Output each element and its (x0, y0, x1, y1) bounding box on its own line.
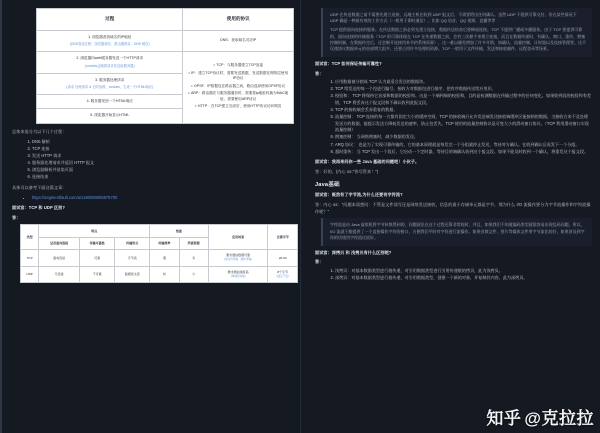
list-item: 1. 浅拷贝：对基本数据类型进行值传递，对引用数据类型进行引用传递般的拷贝，此为浅拷贝。 (335, 268, 592, 275)
table-header-row (21, 225, 298, 237)
row-type-udp: UDP (21, 266, 39, 283)
question-byte-char-stream: 面试官：既然有了字节流,为什么还要有字符流? (315, 192, 403, 198)
question-shallow-deep-copy: 面试官：深拷贝 和 浅拷贝有什么区别呢? (315, 249, 392, 255)
header-transmission: 特点 (39, 225, 150, 237)
process-step-3 (37, 73, 183, 94)
reference-title: 具体可以参考下面这篇文章： (12, 184, 67, 190)
answer-label: 答： (315, 259, 324, 265)
question-tcp-udp: 面试官：TCP 和 UDP 区别? (12, 205, 65, 211)
watermark-site: 知乎 (486, 409, 522, 428)
watermark-author: @克拉拉 (524, 409, 594, 428)
cell-reliability: 不可靠 (80, 266, 115, 283)
cell-form: 字节流 (115, 249, 150, 266)
quote-paragraph: 字符流是由 Java 虚拟机将字节转换得到的，问题就出在这个过程还算非常耗时，并且，如果我们不知道编码类型就很容易出现乱码问题。所以， I/O 流就干脆提供了一个直接操作字符的接口，方便我们平时对字符进行流操作。如果音频文件、图片等媒体文件用字节流比较好，如果涉及到字符的话使用字符流比较好。 (330, 222, 585, 241)
summary-list (12, 139, 292, 181)
process-protocol-table (36, 8, 294, 124)
header-header-bytes: 首部字节 (268, 225, 298, 249)
header-bytes-text: 20-60 (278, 255, 287, 260)
step-text: 3. 服务器处理请求 (95, 77, 125, 82)
list-item: 7. ARQ 协议： 也是为了实现可靠传输的，它的基本原理就是每发完一个分组就停止发送，等待对方确认。在收到确认后再发下一个分组。 (335, 142, 592, 149)
subheader-reliability: 传输可靠性 (80, 237, 115, 249)
cell-efficiency: 慢 (150, 249, 179, 266)
protocol-item: • OPSF：IP数据包在路由器之间，路由选择使用OPSF协议 (187, 84, 289, 89)
table-row (37, 30, 294, 51)
step-subtext: (请求 处理请求 & 它的参数、cookies、生成一个HTML响应) (66, 84, 154, 89)
protocol-list-cell (183, 52, 294, 123)
list-item: 4. TCP 的接收端会丢弃重复的数据。 (335, 107, 592, 114)
list-item: 1. 应用数据被分割成 TCP 认为最适合发送的数据块。 (335, 79, 592, 86)
subheader-efficiency: 传输效率 (150, 237, 179, 249)
protocol-dns: DNS：获取域名对应IP (183, 30, 294, 51)
cell-resources: 多 (179, 249, 208, 266)
cell-scenario (208, 249, 268, 266)
row-type-tcp: TCP (21, 249, 39, 266)
step-text: 5. 浏览器开始显示HTML (90, 113, 130, 118)
list-item: 6. 拥塞控制： 当网络拥塞时，减少数据的发送。 (335, 134, 592, 141)
subheader-connection: 是否面向连接 (39, 237, 80, 249)
question-tcp-reliability: 面试官：TCP 如何保证传输可靠性? (315, 60, 382, 66)
list-item: 4. 服务器处理请求并返回 HTTP 报文 (32, 160, 292, 167)
list-item: 2. 深拷贝：对基本数据类型进行值传递，对引用数据类型，创建一个新的对象，并复制其内容，此为深拷贝。 (335, 275, 592, 282)
cell-header-bytes (268, 266, 298, 283)
cell-scenario (208, 266, 268, 283)
cell-efficiency: 快 (150, 266, 179, 283)
list-item: 6. 连接结束 (32, 174, 292, 181)
list-item: 8. 超时重传： 当 TCP 发出一个段后，它启动一个定时器，等待目的端确认收到这个报文段。如果不能及时收到一个确认，将重发这个报文段。 (335, 149, 592, 156)
step-subtext: (DNS查找过程：浏览器缓存、路由器缓存、DNS 缓存) (69, 42, 150, 47)
answer-java-basics: 答：好的。(内心 os:"你尽管来！") (315, 169, 379, 175)
process-step-5 (37, 109, 183, 123)
cell-connection: 无连接 (39, 266, 80, 283)
step-subtext: (cookies会随着请求发送给服务器) (84, 63, 135, 68)
list-item: 5. 浏览器解析并渲染页面 (32, 167, 292, 174)
list-item: 3. 发送 HTTP 请求 (32, 153, 292, 160)
cell-reliability: 可靠 (80, 249, 115, 266)
list-item: 1. DNS 解析 (32, 139, 292, 146)
protocol-item: • TCP：与服务器建立TCP连接 (187, 63, 289, 68)
list-item: 5. 流量控制： TCP 连接的每一方都有固定大小的缓冲空间，TCP 的接收端只允许发送端发送接收端缓冲区能接纳的数据。当接收方来不及处理发送方的数据，能提示发送方降低发送的速率，防止包丢失。TCP 使用的流量控制协议是可变大小的滑动窗口协议。（TCP 利用滑动窗口实现流量控制） (335, 114, 592, 134)
subheader-form: 传输形式 (115, 237, 150, 249)
header-bytes-text: 8个字节 (277, 270, 289, 275)
header-scenario: 应用场景 (208, 225, 268, 249)
shallow-deep-copy-list (315, 268, 592, 282)
reference-link[interactable]: https://segmentfault.com/a/1190000006879700 (32, 194, 118, 200)
section-heading-java: Java基础 (315, 182, 340, 189)
udp-tcp-quote-block (321, 8, 592, 57)
header-protocol: 使用的协议 (183, 9, 294, 31)
process-step-1 (37, 30, 183, 51)
scenario-text: 要求通信数据可靠 (226, 253, 251, 258)
answer-label: 答： (12, 214, 21, 220)
process-step-4 (37, 94, 183, 108)
tcp-udp-compare-table (20, 224, 298, 283)
answer-byte-char-stream: 答：内心 os："问题本质想问：不管是文件读写还是网络发送接收，信息的最小存储单元都是字节，那为什么 I/O 流操作要分为字节流操作和字符流操作呢？" (315, 202, 591, 214)
list-item: 3. 校验和： TCP 将保持它首部和数据的校验和。这是一个端到端的校验和，目的是检测数据在传输过程中的任何变化。如果收到段的校验和有差错，TCP 将丢弃这个报文段和不确认收到此报文段。 (335, 93, 592, 106)
quote-paragraph-udp: UDP 在传送数据之前不需要先建立连接，远地主机在收到 UDP 报文后，不需要给出任何确认。虽然 UDP 不提供可靠交付，但在某些情况下 UDP 确是一种最有效的工作方式（一般用于即时通信），比如 QQ 语音、QQ 视频、直播等等 (330, 12, 577, 24)
summary-title: 总体来说分为以下几个过程： (12, 128, 67, 134)
header-performance: 性能 (150, 225, 208, 237)
step-text: 1. 浏览器查找域名的IP地址 (88, 34, 132, 39)
table-row (21, 249, 298, 266)
protocol-item: • IP：建立TCP协议时，需要发送数据，发送数据在网络层使用IP协议 (187, 71, 289, 82)
table-header-row (37, 9, 294, 31)
step-text: 2. 浏览器向web服务器发送一个HTTP请求 (76, 56, 144, 61)
cell-connection: 面向连接 (39, 249, 80, 266)
right-column (300, 0, 600, 433)
protocol-item: • HTTP：在TCP建立完成后，使用HTTP协议访问网页 (187, 104, 289, 109)
cell-form: 数据报文段 (115, 266, 150, 283)
scenario-subtext: (如域名转换) (230, 275, 246, 279)
table-row (37, 52, 294, 73)
scenario-subtext: (如文件传输、邮件传输) (224, 258, 252, 262)
list-item[interactable] (32, 195, 292, 202)
scenario-text: 要求通信速度高 (227, 270, 249, 275)
answer-label: 答： (315, 70, 324, 76)
list-item: 2. TCP 连接 (32, 146, 292, 153)
header-type: 类型 (21, 225, 39, 249)
protocol-item: • ARP：路由器在与服务器通信时，需要将ip地址转换为MAC地址，需要使用ARP协议 (187, 91, 289, 102)
header-bytes-subtext: (固定不变) (276, 275, 289, 279)
table-row (21, 266, 298, 283)
process-step-2 (37, 52, 183, 73)
subheader-resources: 所需资源 (179, 237, 208, 249)
cell-header-bytes (268, 249, 298, 266)
header-process: 过程 (37, 9, 183, 31)
list-item: 2. TCP 给发送的每一个包进行编号，接收方对数据包进行排序，把有序数据传送给应用层。 (335, 86, 592, 93)
quote-paragraph-tcp: TCP 提供面向连接的服务。在传送数据之前必须先建立连接，数据传送结束后要释放连接。TCP 不提供广播或多播服务。由于 TCP 要提供可靠的、面向连接的传输服务（TCP 的可靠体现在 TCP 在传递数据之前，会有三次握手来建立连接，而且在数据传递时，有确认、窗口、重传、拥塞控制机制，在数据传完后，还会断开连接用来节约系统资源），这一难以避免增加了许多开销，如确认、流量控制、计时器以及连接管理等。这不仅使协议数据单元的首部增大很多，还要占用许多处理机资源。TCP 一般用于文件传输、发送和接收邮件、远程登录等场景。 (330, 27, 586, 52)
byte-char-quote-block (321, 218, 592, 245)
tcp-reliability-list (315, 79, 592, 155)
reference-list (12, 195, 292, 202)
step-text: 4. 服务器发回一个HTML响应 (86, 98, 133, 103)
cell-resources: 少 (179, 266, 208, 283)
question-java-basics: 面试官：我再来问你一些 Java 基础的问题吧！小伙子。 (315, 159, 420, 165)
